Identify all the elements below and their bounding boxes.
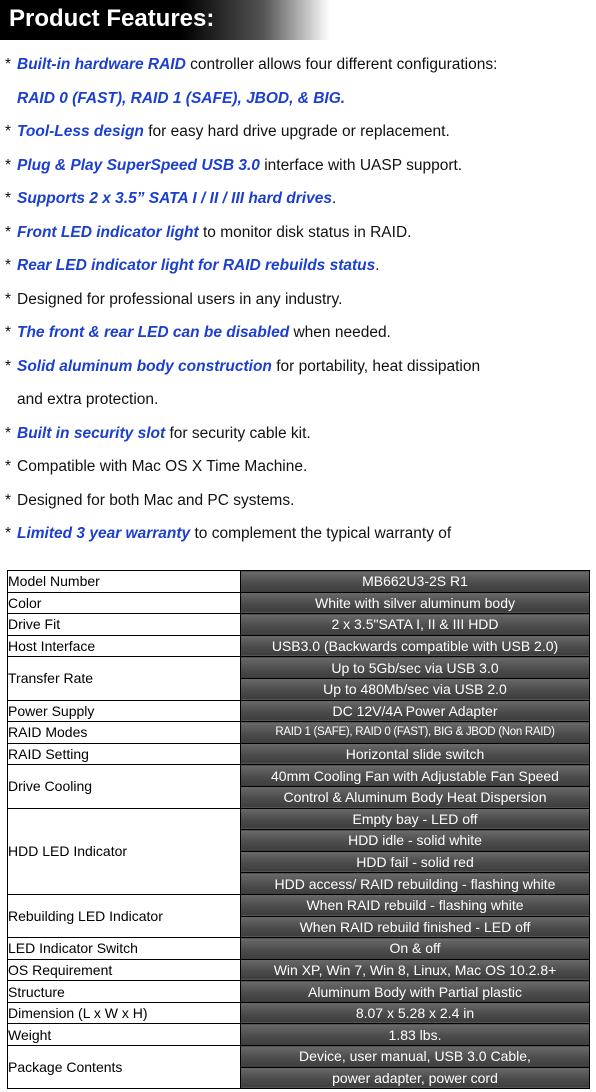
spec-key: HDD LED Indicator <box>8 808 241 894</box>
spec-row <box>8 635 590 657</box>
spec-key: Structure <box>8 981 241 1003</box>
feature-list <box>0 48 596 551</box>
spec-key: LED Indicator Switch <box>8 938 241 960</box>
feature-text: Compatible with Mac OS X Time Machine. <box>17 458 308 475</box>
spec-value: HDD fail - solid red <box>241 851 590 873</box>
bullet: * <box>5 156 12 174</box>
feature-highlight: Solid aluminum body construction <box>17 357 272 375</box>
feature-highlight: Built-in hardware RAID <box>17 56 186 73</box>
feature-text: for portability, heat dissipation <box>271 357 481 375</box>
spec-value: RAID 1 (SAFE), RAID 0 (FAST), BIG & JBOD (Non RAID) <box>241 722 590 744</box>
feature-highlight: Limited 3 year warranty <box>17 525 191 542</box>
spec-value: White with silver aluminum body <box>241 592 590 614</box>
feature-text: for security cable kit. <box>165 424 311 442</box>
feature-item <box>0 417 596 451</box>
spec-value: Control & Aluminum Body Heat Dispersion <box>241 786 590 808</box>
feature-text: to monitor disk status in RAID. <box>198 223 412 241</box>
feature-item <box>0 450 596 484</box>
spec-row <box>8 1046 590 1068</box>
spec-key: OS Requirement <box>8 959 241 981</box>
spec-value: 2 x 3.5"SATA I, II & III HDD <box>241 614 590 636</box>
spec-value: Up to 480Mb/sec via USB 2.0 <box>241 678 590 700</box>
spec-row <box>8 1002 590 1024</box>
spec-key: Color <box>8 592 241 614</box>
feature-highlight: Supports 2 x 3.5” SATA I / II / III hard drives <box>17 190 332 207</box>
spec-key: Drive Fit <box>8 614 241 636</box>
feature-text: . <box>375 257 380 274</box>
feature-text: Designed for professional users in any industry. <box>17 290 343 308</box>
features-title: Product Features: <box>9 5 215 32</box>
feature-highlight: Front LED indicator light <box>17 223 199 241</box>
spec-value: Device, user manual, USB 3.0 Cable, <box>241 1046 590 1068</box>
spec-key: Transfer Rate <box>8 657 241 700</box>
feature-text: to complement the typical warranty of <box>190 525 452 542</box>
feature-item <box>0 216 596 250</box>
feature-text: for easy hard drive upgrade or replacement. <box>143 123 450 140</box>
spec-table <box>7 570 590 1089</box>
feature-item <box>0 350 596 417</box>
spec-value: HDD idle - solid white <box>241 830 590 852</box>
feature-item <box>0 48 596 115</box>
feature-highlight: Tool-Less design <box>17 123 144 140</box>
spec-value: Win XP, Win 7, Win 8, Linux, Mac OS 10.2.8+ <box>241 959 590 981</box>
bullet: * <box>5 123 12 140</box>
spec-row <box>8 722 590 744</box>
spec-value: HDD access/ RAID rebuilding - flashing white <box>241 873 590 895</box>
spec-key: Host Interface <box>8 635 241 657</box>
bullet: * <box>5 190 12 207</box>
bullet: * <box>5 525 12 542</box>
bullet: * <box>5 324 12 341</box>
spec-key: Power Supply <box>8 700 241 722</box>
spec-key: Model Number <box>8 571 241 593</box>
feature-item <box>0 149 596 183</box>
feature-item <box>0 484 596 518</box>
spec-row <box>8 1024 590 1046</box>
spec-row <box>8 808 590 830</box>
bullet: * <box>5 424 12 442</box>
features-banner <box>0 0 330 40</box>
spec-row <box>8 938 590 960</box>
feature-highlight: Plug & Play SuperSpeed USB 3.0 <box>17 156 260 174</box>
spec-row <box>8 894 590 916</box>
spec-key: Weight <box>8 1024 241 1046</box>
bullet: * <box>5 290 12 308</box>
feature-text: interface with UASP support. <box>259 156 463 174</box>
feature-highlight: Built in security slot <box>17 424 166 442</box>
spec-value: Empty bay - LED off <box>241 808 590 830</box>
spec-value: Aluminum Body with Partial plastic <box>241 981 590 1003</box>
feature-item <box>0 182 596 216</box>
spec-row <box>8 614 590 636</box>
spec-value: On & off <box>241 938 590 960</box>
spec-value: Up to 5Gb/sec via USB 3.0 <box>241 657 590 679</box>
spec-value: USB3.0 (Backwards compatible with USB 2.0) <box>241 635 590 657</box>
spec-value: When RAID rebuild - flashing white <box>241 894 590 916</box>
spec-key: Drive Cooling <box>8 765 241 808</box>
spec-row <box>8 571 590 593</box>
spec-key: Package Contents <box>8 1046 241 1089</box>
spec-value: MB662U3-2S R1 <box>241 571 590 593</box>
spec-row <box>8 981 590 1003</box>
spec-key: RAID Modes <box>8 722 241 744</box>
spec-value: power adapter, power cord <box>241 1067 590 1089</box>
spec-row <box>8 592 590 614</box>
spec-value: Horizontal slide switch <box>241 743 590 765</box>
feature-highlight: The front & rear LED can be disabled <box>17 324 290 341</box>
spec-row <box>8 959 590 981</box>
spec-row <box>8 700 590 722</box>
bullet: * <box>5 223 12 241</box>
feature-text: Designed for both Mac and PC systems. <box>17 491 295 509</box>
feature-item <box>0 316 596 350</box>
feature-text: . <box>331 190 337 207</box>
spec-key: Rebuilding LED Indicator <box>8 894 241 937</box>
bullet: * <box>5 491 12 509</box>
bullet: * <box>5 458 12 475</box>
spec-value: When RAID rebuild finished - LED off <box>241 916 590 938</box>
bullet: * <box>5 357 12 375</box>
spec-value: 40mm Cooling Fan with Adjustable Fan Speed <box>241 765 590 787</box>
feature-text: when needed. <box>289 324 391 341</box>
feature-item <box>0 283 596 317</box>
bullet: * <box>5 56 12 73</box>
feature-item <box>0 115 596 149</box>
feature-continuation: and extra protection. <box>17 391 159 408</box>
spec-value: 8.07 x 5.28 x 2.4 in <box>241 1002 590 1024</box>
feature-item <box>0 249 596 283</box>
spec-row <box>8 765 590 787</box>
feature-item <box>0 517 596 551</box>
spec-row <box>8 743 590 765</box>
feature-highlight: Rear LED indicator light for RAID rebuilds status <box>17 257 376 274</box>
spec-key: RAID Setting <box>8 743 241 765</box>
spec-value: DC 12V/4A Power Adapter <box>241 700 590 722</box>
spec-row <box>8 657 590 679</box>
bullet: * <box>5 257 12 274</box>
feature-continuation: RAID 0 (FAST), RAID 1 (SAFE), JBOD, & BIG. <box>17 89 346 107</box>
spec-key: Dimension (L x W x H) <box>8 1002 241 1024</box>
feature-text: controller allows four different configurations: <box>185 56 498 73</box>
spec-value: 1.83 lbs. <box>241 1024 590 1046</box>
